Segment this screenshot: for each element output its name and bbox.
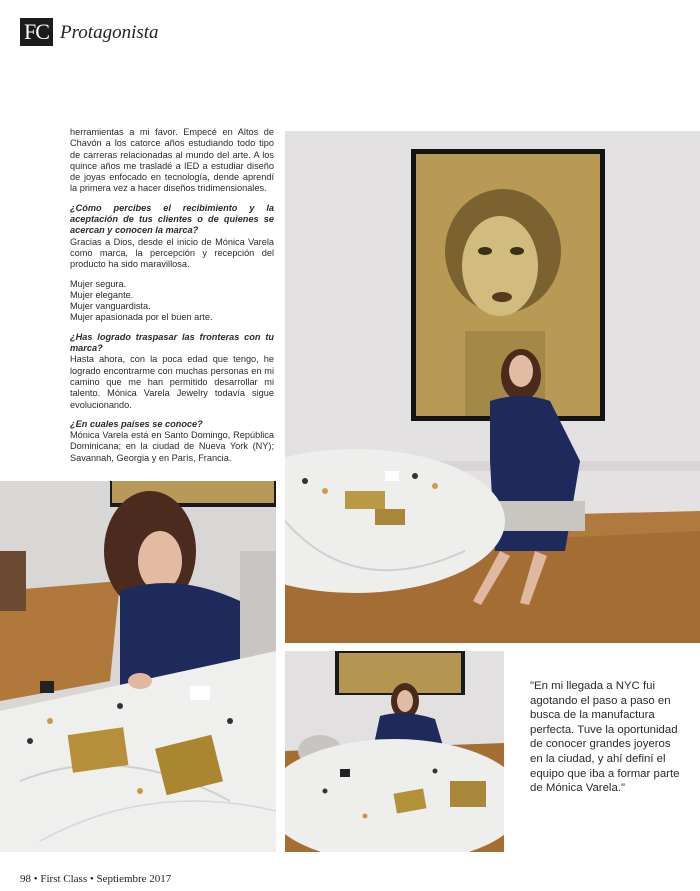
main-photo [285,131,700,643]
magazine-logo: FC [20,18,53,46]
question-3: ¿En cuales países se conoce? [70,418,203,429]
list-item: Mujer elegante. [70,289,134,300]
question-1: ¿Cómo percibes el recibimiento y la aceptación de tus clientes o de quienes se acercan y conocen la marca? [70,202,274,236]
section-title: Protagonista [60,22,159,43]
list-item: Mujer vanguardista. [70,301,151,312]
article-text-column [70,127,274,472]
answer-1: Gracias a Dios, desde el inicio de Mónica Varela como marca, la percepción y recepción del producto ha sido maravillosa. [70,236,274,270]
pull-quote: "En mi llegada a NYC fui agotando el paso a paso en busca de la manufactura perfecta. Tuve la oportunidad de conocer grandes joyeros en la ciudad, y ahí definí el equipo que iba a formar parte de Mónica Varela." [530,680,680,795]
question-2: ¿Has logrado traspasar las fronteras con tu marca? [70,331,274,354]
attribute-list [70,279,274,324]
answer-2: Hasta ahora, con la poca edad que tengo, he logrado encontrarme con muchas personas en mi camino que me han permitido desarrollar mi talento. Mónica Varela Jewelry todavía sigue evolucionando. [70,354,274,410]
answer-3: Mónica Varela está en Santo Domingo, República Dominicana; en la ciudad de Nueva York (NY); Savannah, Georgia y en París, Francia. [70,430,274,463]
list-item: Mujer segura. [70,278,127,289]
article-intro: herramientas a mi favor. Empecé en Altos de Chavón a los catorce años estudiando todo tipo de carreras relacionadas al mundo del arte. A los quince años me trasladé a IED a estudiar diseño de joyas enfocado en tecnología, dende aprendí la primera vez a hacer diseños tridimensionales. [70,127,274,194]
list-item: Mujer apasionada por el buen arte. [70,312,213,323]
page-footer: 98 • First Class • Septiembre 2017 [20,873,172,885]
room-photo [285,651,504,852]
jewelry-table-photo [0,481,276,852]
